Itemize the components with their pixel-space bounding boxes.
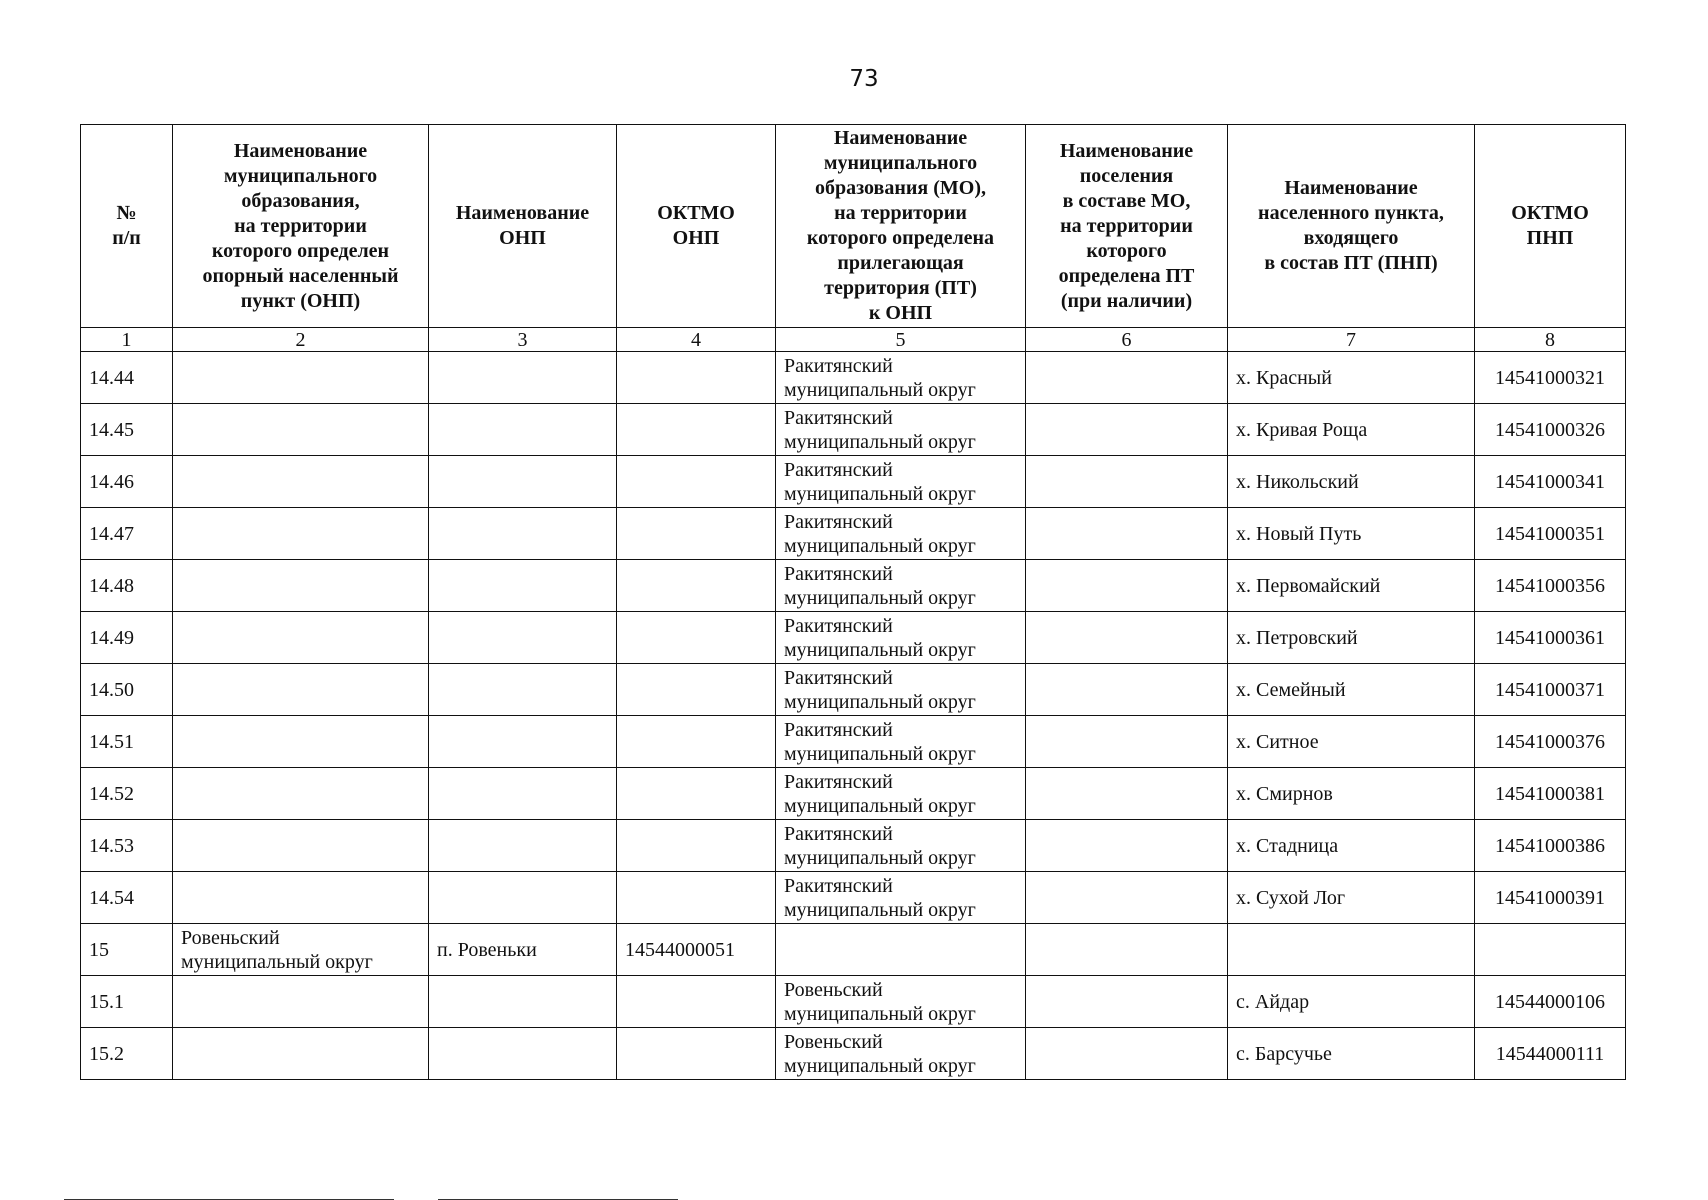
pnp-name-cell: х. Семейный [1228,664,1475,716]
page-number: 73 [849,66,879,92]
row-number-cell: 14.48 [81,560,173,612]
pt-municipality-cell: Ровеньский муниципальный округ [776,976,1026,1028]
row-number-cell: 14.47 [81,508,173,560]
pnp-oktmo-cell: 14541000351 [1475,508,1626,560]
settlement-name-cell [1026,456,1228,508]
pt-municipality-cell: Ракитянский муниципальный округ [776,768,1026,820]
onp-name-cell [429,820,617,872]
table-row [81,716,1626,768]
onp-municipality-cell: Ровеньский муниципальный округ [173,924,429,976]
table-row [81,560,1626,612]
header-cell-3: Наименование ОНП [429,125,617,328]
pnp-oktmo-cell: 14541000356 [1475,560,1626,612]
pt-municipality-cell: Ракитянский муниципальный округ [776,664,1026,716]
onp-municipality-cell [173,1028,429,1080]
pnp-name-cell: х. Никольский [1228,456,1475,508]
column-number-4: 4 [617,328,776,352]
pt-municipality-cell: Ракитянский муниципальный округ [776,872,1026,924]
row-number-cell: 14.51 [81,716,173,768]
onp-name-cell [429,872,617,924]
settlement-name-cell [1026,768,1228,820]
table-row [81,872,1626,924]
table-row [81,404,1626,456]
onp-municipality-cell [173,976,429,1028]
pnp-name-cell: х. Ситное [1228,716,1475,768]
onp-municipality-cell [173,768,429,820]
onp-municipality-cell [173,560,429,612]
onp-name-cell [429,508,617,560]
settlement-name-cell [1026,352,1228,404]
pnp-name-cell: х. Новый Путь [1228,508,1475,560]
settlement-name-cell [1026,664,1228,716]
row-number-cell: 14.44 [81,352,173,404]
table-row [81,1028,1626,1080]
row-number-cell: 15.1 [81,976,173,1028]
onp-oktmo-cell [617,404,776,456]
pnp-oktmo-cell [1475,924,1626,976]
pt-municipality-cell: Ровеньский муниципальный округ [776,1028,1026,1080]
table-row [81,352,1626,404]
onp-oktmo-cell [617,560,776,612]
pnp-oktmo-cell: 14544000111 [1475,1028,1626,1080]
settlement-name-cell [1026,924,1228,976]
pnp-oktmo-cell: 14541000391 [1475,872,1626,924]
table-row [81,456,1626,508]
pnp-name-cell: х. Петровский [1228,612,1475,664]
onp-municipality-cell [173,612,429,664]
column-number-1: 1 [81,328,173,352]
pnp-name-cell: х. Первомайский [1228,560,1475,612]
onp-name-cell [429,404,617,456]
header-cell-5: Наименование муниципального образования (МО), на территории которого определена прилегающая территория (ПТ) к ОНП [776,125,1026,328]
onp-name-cell [429,716,617,768]
pnp-name-cell: х. Стадница [1228,820,1475,872]
onp-name-cell [429,768,617,820]
pnp-oktmo-cell: 14541000341 [1475,456,1626,508]
row-number-cell: 14.50 [81,664,173,716]
row-number-cell: 14.49 [81,612,173,664]
onp-oktmo-cell [617,612,776,664]
table-row [81,612,1626,664]
pt-municipality-cell [776,924,1026,976]
row-number-cell: 14.53 [81,820,173,872]
pt-municipality-cell: Ракитянский муниципальный округ [776,612,1026,664]
onp-oktmo-cell [617,508,776,560]
table-row [81,768,1626,820]
pnp-oktmo-cell: 14541000321 [1475,352,1626,404]
pt-municipality-cell: Ракитянский муниципальный округ [776,352,1026,404]
onp-oktmo-cell: 14544000051 [617,924,776,976]
table-row [81,508,1626,560]
row-number-cell: 15.2 [81,1028,173,1080]
onp-municipality-cell [173,456,429,508]
onp-name-cell: п. Ровеньки [429,924,617,976]
onp-municipality-cell [173,404,429,456]
table-row [81,664,1626,716]
pnp-oktmo-cell: 14541000361 [1475,612,1626,664]
onp-oktmo-cell [617,976,776,1028]
column-number-3: 3 [429,328,617,352]
pnp-oktmo-cell: 14541000386 [1475,820,1626,872]
settlement-name-cell [1026,976,1228,1028]
column-number-7: 7 [1228,328,1475,352]
onp-oktmo-cell [617,716,776,768]
column-number-2: 2 [173,328,429,352]
pnp-name-cell: х. Красный [1228,352,1475,404]
column-number-6: 6 [1026,328,1228,352]
row-number-cell: 14.46 [81,456,173,508]
column-number-row [81,328,1626,352]
settlement-name-cell [1026,1028,1228,1080]
pt-municipality-cell: Ракитянский муниципальный округ [776,456,1026,508]
pnp-oktmo-cell: 14541000376 [1475,716,1626,768]
pnp-oktmo-cell: 14544000106 [1475,976,1626,1028]
onp-name-cell [429,1028,617,1080]
onp-name-cell [429,976,617,1028]
onp-municipality-cell [173,508,429,560]
onp-name-cell [429,352,617,404]
header-cell-1: № п/п [81,125,173,328]
onp-oktmo-cell [617,820,776,872]
onp-name-cell [429,560,617,612]
table-body [81,352,1626,1080]
header-row [81,125,1626,328]
pnp-name-cell: х. Сухой Лог [1228,872,1475,924]
onp-name-cell [429,456,617,508]
pt-municipality-cell: Ракитянский муниципальный округ [776,716,1026,768]
pt-municipality-cell: Ракитянский муниципальный округ [776,404,1026,456]
table-row [81,924,1626,976]
settlements-table [80,124,1626,1080]
onp-oktmo-cell [617,768,776,820]
onp-name-cell [429,664,617,716]
pnp-name-cell: х. Смирнов [1228,768,1475,820]
table-row [81,976,1626,1028]
pt-municipality-cell: Ракитянский муниципальный округ [776,508,1026,560]
pnp-name-cell: х. Кривая Роща [1228,404,1475,456]
pnp-name-cell: с. Айдар [1228,976,1475,1028]
row-number-cell: 14.54 [81,872,173,924]
table-row [81,820,1626,872]
pt-municipality-cell: Ракитянский муниципальный округ [776,560,1026,612]
onp-name-cell [429,612,617,664]
onp-municipality-cell [173,664,429,716]
onp-oktmo-cell [617,456,776,508]
header-cell-2: Наименование муниципального образования, на территории которого определен опорный населенный пункт (ОНП) [173,125,429,328]
onp-municipality-cell [173,872,429,924]
onp-municipality-cell [173,352,429,404]
pnp-name-cell [1228,924,1475,976]
onp-municipality-cell [173,820,429,872]
onp-oktmo-cell [617,872,776,924]
onp-oktmo-cell [617,1028,776,1080]
pt-municipality-cell: Ракитянский муниципальный округ [776,820,1026,872]
header-cell-6: Наименование поселения в составе МО, на территории которого определена ПТ (при наличии) [1026,125,1228,328]
settlement-name-cell [1026,508,1228,560]
column-number-5: 5 [776,328,1026,352]
header-cell-4: ОКТМО ОНП [617,125,776,328]
settlement-name-cell [1026,404,1228,456]
onp-oktmo-cell [617,352,776,404]
onp-oktmo-cell [617,664,776,716]
column-number-8: 8 [1475,328,1626,352]
row-number-cell: 14.52 [81,768,173,820]
pnp-oktmo-cell: 14541000326 [1475,404,1626,456]
settlement-name-cell [1026,612,1228,664]
row-number-cell: 14.45 [81,404,173,456]
settlement-name-cell [1026,560,1228,612]
onp-municipality-cell [173,716,429,768]
header-cell-8: ОКТМО ПНП [1475,125,1626,328]
pnp-name-cell: с. Барсучье [1228,1028,1475,1080]
row-number-cell: 15 [81,924,173,976]
pnp-oktmo-cell: 14541000381 [1475,768,1626,820]
settlement-name-cell [1026,820,1228,872]
pnp-oktmo-cell: 14541000371 [1475,664,1626,716]
settlement-name-cell [1026,872,1228,924]
header-cell-7: Наименование населенного пункта, входящего в состав ПТ (ПНП) [1228,125,1475,328]
settlement-name-cell [1026,716,1228,768]
